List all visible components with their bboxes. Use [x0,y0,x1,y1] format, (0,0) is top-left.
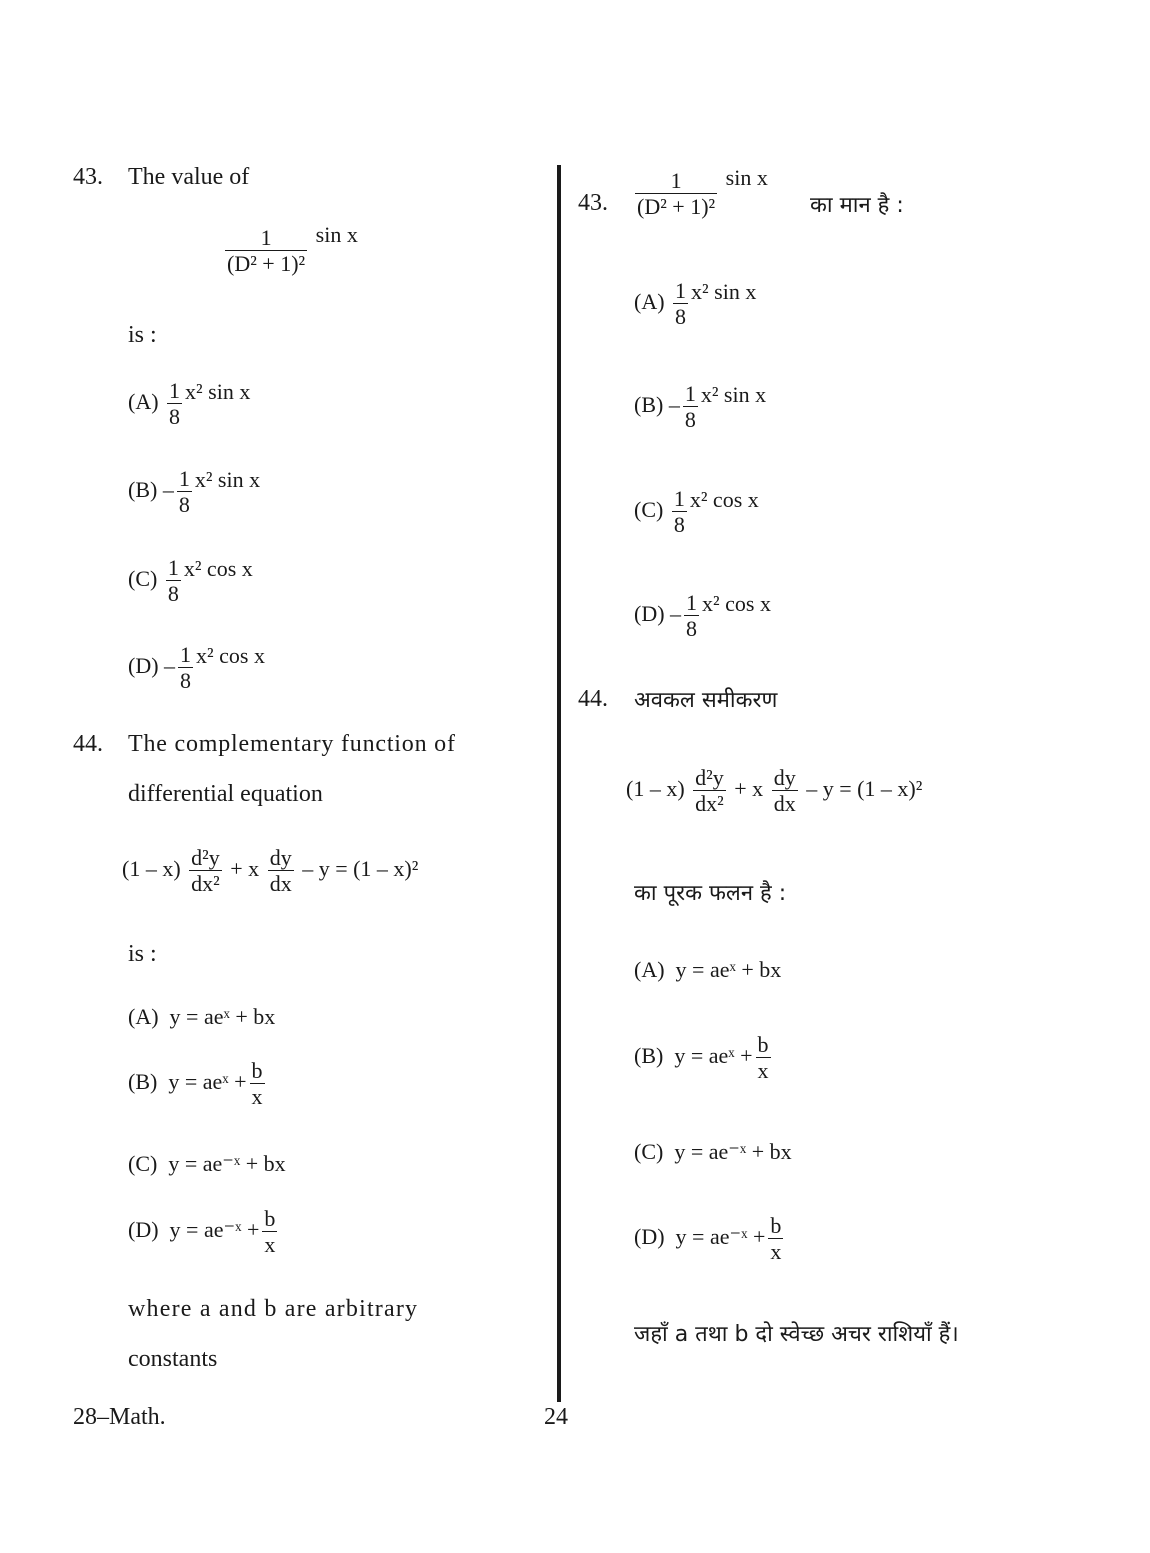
q44-hi-option-c: (C) y = ae⁻ˣ + bx [634,1139,792,1164]
q44-option-c: (C) y = ae⁻ˣ + bx [128,1151,286,1176]
q43-expression [222,222,358,277]
q44-hi-option-b: (B) y = aeˣ + $\frac{b}{x}$ [634,1032,769,1084]
q43-hi-number: 43. [578,190,608,216]
q44-hi-equation: (1 – x) $\frac{\text{d²y}}{\text{dx²}}$ + x $\frac{dy}{dx}$ – y = (1 – x)² [626,765,923,817]
q43-hi-option-d: (D) – $\frac{1}{8}$ x² cos x [634,590,771,642]
q44-option-a: (A) y = aeˣ + bx [128,1004,276,1029]
q43-hi-option-b: (B) – $\frac{1}{8}$ x² sin x [634,381,767,433]
q44-hi-is: का पूरक फलन है : [634,881,787,906]
q43-hi-option-a: (A) $\frac{1}{8}$ x² sin x [634,278,757,330]
q43-frac-num: 1 [225,225,307,251]
q43-option-c: (C) $\frac{1}{8}$ x² cos x [128,555,253,607]
q43-option-d: (D) – $\frac{1}{8}$ x² cos x [128,642,265,694]
q44-hi-option-a: (A) y = aeˣ + bx [634,957,782,982]
q44-equation: (1 – x) $\frac{\text{d²y}}{\text{dx²}}$ + x $\frac{dy}{dx}$ – y = (1 – x)² [122,845,419,897]
column-divider [557,165,561,1402]
q44-option-d: (D) y = ae⁻ˣ + $\frac{b}{x}$ [128,1206,276,1258]
q43-stem: The value of [128,164,250,190]
q44-line2: differential equation [128,781,323,807]
q43-option-b: (B) – $\frac{1}{8}$ x² sin x [128,466,261,518]
q44-hi-number: 44. [578,686,608,712]
q43-is: is : [128,322,157,348]
q43-hi-option-c: (C) $\frac{1}{8}$ x² cos x [634,486,759,538]
q44-hi-stem: अवकल समीकरण [634,688,778,713]
q44-is: is : [128,941,157,967]
q43-frac-den: (D² + 1)² [227,251,306,277]
q44-line1: The complementary function of [128,731,456,757]
q43-number: 43. [73,164,103,190]
q43-hi-stem: का मान है : [810,193,904,218]
q44-note-line1: where a and b are arbitrary [128,1296,419,1322]
q44-number: 44. [73,731,103,757]
q44-note-line2: constants [128,1346,218,1372]
q43-option-a: (A) $\frac{1}{8}$ x² sin x [128,378,251,430]
footer-paper-code: 28–Math. [73,1404,166,1430]
q43-tail: sin x [315,222,358,247]
q43-hi-expression: $\frac{1}{\text{(D² + 1)²}}$ sin x [637,165,768,220]
q44-hi-note: जहाँ a तथा b दो स्वेच्छ अचर राशियाँ हैं। [634,1322,959,1347]
q44-hi-option-d: (D) y = ae⁻ˣ + $\frac{b}{x}$ [634,1213,782,1265]
q44-option-b: (B) y = aeˣ + $\frac{b}{x}$ [128,1058,263,1110]
footer-page-number: 24 [544,1404,568,1430]
